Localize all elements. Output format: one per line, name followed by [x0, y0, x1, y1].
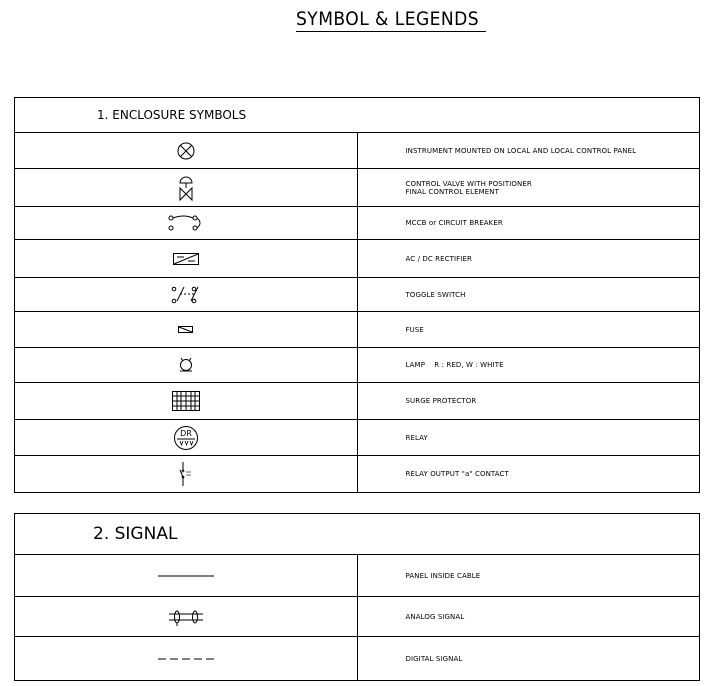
title-underline — [296, 31, 486, 32]
legend-row — [15, 383, 700, 420]
section-heading: 2. SIGNAL — [15, 514, 700, 555]
legend-row — [15, 348, 700, 383]
legend-row — [15, 169, 700, 207]
legend-description: TOGGLE SWITCH — [357, 278, 700, 312]
panel-cable-line-icon — [15, 555, 358, 597]
page-title: SYMBOL & LEGENDS — [296, 8, 480, 30]
legend-description: PANEL INSIDE CABLE — [357, 555, 700, 597]
circuit-breaker-icon — [15, 207, 358, 240]
legend-row — [15, 133, 700, 169]
rectifier-icon — [15, 240, 358, 278]
legend-description — [357, 169, 700, 207]
fuse-icon — [15, 312, 358, 348]
legend-description: AC / DC RECTIFIER — [357, 240, 700, 278]
legend-description-line: FINAL CONTROL ELEMENT — [405, 187, 499, 196]
section-heading-row — [15, 514, 700, 555]
relay-icon — [15, 420, 358, 456]
legend-description: RELAY — [357, 420, 700, 456]
legend-row — [15, 420, 700, 456]
legend-row — [15, 597, 700, 637]
legend-description: SURGE PROTECTOR — [357, 383, 700, 420]
relay-contact-icon — [15, 456, 358, 493]
legend-description: FUSE — [357, 312, 700, 348]
instrument-circle-x-icon — [15, 133, 358, 169]
legend-row — [15, 555, 700, 597]
legend-description-line: CONTROL VALVE WITH POSITIONER — [405, 179, 532, 188]
legend-description: RELAY OUTPUT "a" CONTACT — [357, 456, 700, 493]
control-valve-icon — [15, 169, 358, 207]
digital-signal-dashed-icon — [15, 637, 358, 681]
legend-description: DIGITAL SIGNAL — [357, 637, 700, 681]
legend-row — [15, 312, 700, 348]
section-heading: 1. ENCLOSURE SYMBOLS — [15, 98, 700, 133]
section-heading-row — [15, 98, 700, 133]
legend-row — [15, 240, 700, 278]
legend-row — [15, 456, 700, 493]
legend-description: ANALOG SIGNAL — [357, 597, 700, 637]
legend-row — [15, 637, 700, 681]
relay-symbol-label: DR — [179, 428, 192, 438]
analog-signal-icon — [15, 597, 358, 637]
legend-description: MCCB or CIRCUIT BREAKER — [357, 207, 700, 240]
lamp-icon — [15, 348, 358, 383]
enclosure-symbols-table — [14, 97, 700, 493]
legend-description: LAMP R : RED, W : WHITE — [357, 348, 700, 383]
signal-symbols-table — [14, 513, 700, 681]
legend-description: INSTRUMENT MOUNTED ON LOCAL AND LOCAL CONTROL PANEL — [357, 133, 700, 169]
toggle-switch-icon — [15, 278, 358, 312]
surge-protector-icon — [15, 383, 358, 420]
legend-row — [15, 278, 700, 312]
legend-row — [15, 207, 700, 240]
